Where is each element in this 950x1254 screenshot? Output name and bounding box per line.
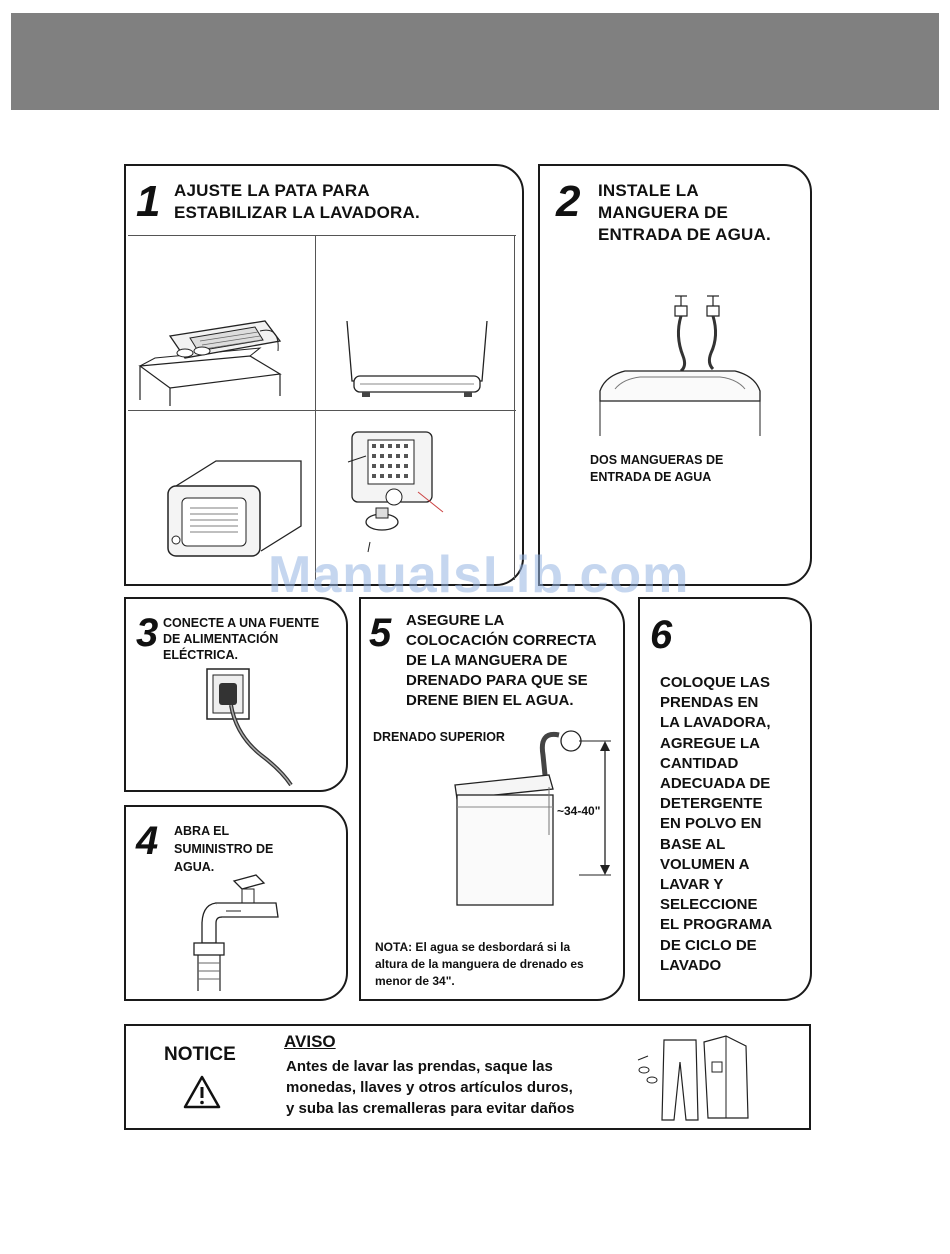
step2-title-line1: INSTALE LA: [598, 181, 699, 200]
step6-text-block: [660, 673, 772, 976]
step2-title-line3: ENTRADA DE AGUA.: [598, 225, 771, 244]
step4-title-line1: ABRA EL: [174, 824, 230, 838]
step5-title-line2: COLOCACIÓN CORRECTA: [406, 632, 597, 649]
step6-text-line: LA LAVADORA,: [660, 714, 771, 732]
step5-title-line3: DE LA MANGUERA DE: [406, 652, 568, 669]
step3-panel: [124, 597, 348, 792]
step1-grid-h1: [128, 235, 516, 236]
warning-icon: [182, 1074, 222, 1110]
step2-title-line2: MANGUERA DE: [598, 203, 729, 222]
step5-note-line2: altura de la manguera de drenado es: [375, 957, 584, 971]
step2-panel: [538, 164, 812, 586]
leveling-leg-illustration: [338, 422, 458, 562]
step5-note-line3: menor de 34".: [375, 974, 455, 988]
step6-text-line: VOLUMEN A: [660, 855, 750, 873]
step3-title-line3: ELÉCTRICA.: [163, 648, 238, 662]
step2-number: 2: [556, 177, 581, 226]
water-tap-illustration: [186, 873, 296, 998]
step6-text-line: EN POLVO EN: [660, 815, 762, 833]
step5-title-line4: DRENADO PARA QUE SE: [406, 672, 588, 689]
header-bar: [11, 13, 939, 110]
step6-text-line: CANTIDAD: [660, 754, 739, 772]
step1-panel: [124, 164, 524, 586]
step3-number: 3: [136, 611, 159, 655]
step3-title-line2: DE ALIMENTACIÓN: [163, 632, 279, 646]
drain-height-label: ~34-40": [557, 804, 601, 818]
drain-label: DRENADO SUPERIOR: [373, 730, 505, 744]
step1-grid-right: [514, 235, 515, 580]
notice-line2: monedas, llaves y otros artículos duros,: [286, 1079, 573, 1096]
step6-text-line: LAVAR Y: [660, 876, 724, 894]
inlet-hoses-illustration: [595, 291, 765, 441]
power-outlet-illustration: [201, 665, 311, 785]
step6-text-line: AGREGUE LA: [660, 734, 761, 752]
step2-caption-line2: ENTRADA DE AGUA: [590, 470, 712, 484]
step6-text-line: SELECCIONE: [660, 896, 758, 914]
step5-title-line5: DRENE BIEN EL AGUA.: [406, 692, 574, 709]
washer-front-illustration: [342, 316, 492, 406]
notice-panel: [124, 1024, 811, 1130]
step6-text-line: BASE AL: [660, 835, 726, 853]
step4-panel: [124, 805, 348, 1001]
step5-panel: [359, 597, 625, 1001]
clothes-pockets-illustration: [634, 1032, 754, 1124]
step1-number: 1: [136, 177, 161, 226]
step5-note-line1: NOTA: El agua se desbordará si la: [375, 940, 571, 954]
step5-number: 5: [369, 611, 392, 655]
step6-text-line: PRENDAS EN: [660, 694, 759, 712]
step6-text-line: EL PROGRAMA: [660, 916, 773, 934]
step4-title-line3: AGUA.: [174, 860, 215, 874]
washer-on-box-illustration: [130, 296, 310, 406]
step6-panel: [638, 597, 812, 1001]
step6-text-line: DETERGENTE: [660, 795, 763, 813]
watermark: ManualsLib.com: [268, 546, 690, 604]
step5-title-line1: ASEGURE LA: [406, 612, 505, 629]
step1-title-line2: ESTABILIZAR LA LAVADORA.: [174, 203, 420, 222]
notice-heading: AVISO: [284, 1032, 336, 1051]
drain-hose-illustration: [449, 725, 619, 915]
notice-label: NOTICE: [164, 1044, 236, 1065]
step3-title-line1: CONECTE A UNA FUENTE: [163, 616, 320, 630]
step6-text-line: COLOQUE LAS: [660, 674, 771, 691]
step4-number: 4: [136, 819, 159, 863]
step1-grid-v: [315, 235, 316, 580]
step2-caption-line1: DOS MANGUERAS DE: [590, 453, 724, 467]
step6-text-line: DE CICLO DE: [660, 936, 757, 954]
step6-text-line: LAVADO: [660, 956, 722, 974]
step6-text-line: ADECUADA DE: [660, 775, 771, 793]
step1-grid-h2: [128, 410, 516, 411]
step4-title-line2: SUMINISTRO DE: [174, 842, 274, 856]
step1-title-line1: AJUSTE LA PATA PARA: [174, 181, 370, 200]
step6-number: 6: [650, 613, 673, 657]
notice-line3: y suba las cremalleras para evitar daños: [286, 1100, 575, 1117]
notice-line1: Antes de lavar las prendas, saque las: [286, 1058, 553, 1075]
